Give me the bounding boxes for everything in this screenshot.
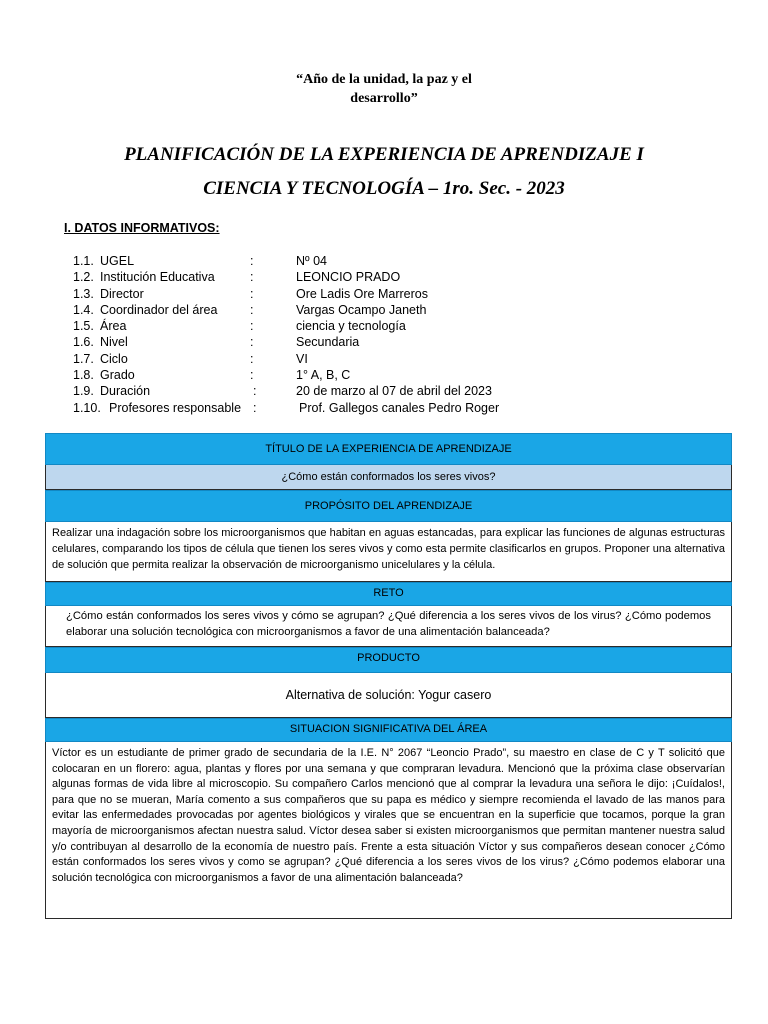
info-value: Prof. Gallegos canales Pedro Roger (299, 400, 500, 415)
info-colon: : (250, 351, 254, 366)
experience-table (45, 433, 732, 919)
info-colon: : (250, 319, 254, 334)
info-value: ciencia y tecnología (296, 319, 406, 334)
document-title: PLANIFICACIÓN DE LA EXPERIENCIA DE APRENDIZAJE I (124, 144, 644, 165)
info-number: 1.1. (73, 254, 94, 268)
info-label: Grado (100, 368, 135, 383)
info-colon: : (250, 270, 254, 285)
section-heading-datos: I. DATOS INFORMATIVOS: (64, 221, 220, 235)
info-value: Nº 04 (296, 254, 327, 268)
reto-header: RETO (45, 582, 732, 606)
info-colon: : (250, 335, 254, 350)
info-label: Institución Educativa (100, 270, 215, 285)
producto-header: PRODUCTO (45, 647, 732, 673)
info-number: 1.8. (73, 368, 94, 383)
reto-text: ¿Cómo están conformados los seres vivos y cómo se agrupan? ¿Qué diferencia a los seres vivos de los virus? ¿Cómo podemos elaborar una solución tecnológica con microorganismos a favor de una alimentación balanceada? (45, 606, 732, 647)
info-label: Coordinador del área (100, 302, 218, 317)
info-number: 1.2. (73, 270, 94, 285)
info-number: 1.6. (73, 335, 94, 350)
info-colon: : (250, 286, 254, 301)
info-value: Ore Ladis Ore Marreros (296, 286, 428, 301)
motto-line-2: desarrollo” (350, 91, 418, 106)
info-colon: : (253, 384, 257, 399)
info-label: Profesores responsable (109, 400, 242, 415)
info-value: Vargas Ocampo Janeth (296, 302, 427, 317)
motto-line-1: “Año de la unidad, la paz y el (296, 72, 472, 87)
info-label: Área (100, 319, 127, 334)
producto-text: Alternativa de solución: Yogur casero (45, 673, 732, 718)
info-colon: : (250, 254, 254, 268)
titulo-header: TÍTULO DE LA EXPERIENCIA DE APRENDIZAJE (45, 433, 732, 465)
info-number: 1.9. (73, 384, 94, 399)
info-label: Director (100, 286, 144, 301)
proposito-header: PROPÓSITO DEL APRENDIZAJE (45, 490, 732, 522)
info-number: 1.4. (73, 302, 94, 317)
info-number: 1.3. (73, 286, 94, 301)
info-number: 1.5. (73, 319, 94, 334)
motto (0, 70, 768, 108)
info-label: Nivel (100, 335, 128, 350)
info-value: 20 de marzo al 07 de abril del 2023 (296, 384, 492, 399)
info-label: UGEL (100, 254, 135, 268)
document-subtitle: CIENCIA Y TECNOLOGÍA – 1ro. Sec. - 2023 (203, 178, 565, 199)
info-value: VI (296, 351, 308, 366)
info-label: Ciclo (100, 351, 128, 366)
info-value: LEONCIO PRADO (296, 270, 401, 285)
info-colon: : (250, 302, 254, 317)
info-colon: : (250, 368, 254, 383)
info-colon: : (253, 400, 257, 415)
info-number: 1.7. (73, 351, 94, 366)
info-value: Secundaria (296, 335, 360, 350)
info-value: 1° A, B, C (296, 368, 351, 383)
info-number: 1.10. (73, 400, 101, 415)
titulo-value: ¿Cómo están conformados los seres vivos? (45, 465, 732, 490)
proposito-text: Realizar una indagación sobre los microorganismos que habitan en aguas estancadas, para explicar las funciones de algunas estructuras celulares, comparando los tipos de célula que tienen los seres vivos y como esta permite clasificarlos en grupos. Proponer una alternativa de solución que permita realizar la observación de microorganismo unicelulares y la célula. (45, 522, 732, 582)
info-label: Duración (100, 384, 151, 399)
situacion-text: Víctor es un estudiante de primer grado de secundaria de la I.E. N° 2067 “Leoncio Prado”, su maestro en clase de C y T solicitó que colocaran en un florero: agua, plantas y flores por una semana y que compraran levadura. Mencionó que la próxima clase observarían algunas formas de vida libre al microscopio. Su compañero Carlos mencionó que al comprar la levadura una señora le dijo: ¡Cuídalos!, para que no se mueran, María comento a sus compañeros que su papa es médico y siempre recomienda el lavado de las manos para evitar las enfermedades provocadas por agentes biológicos y virales que se encuentran en la superficie que tocamos, porque la gran mayoría de microorganismos afectan nuestra salud. Víctor desea saber si existen microorganismos que permitan mantener nuestra salud y/o contribuyan al desarrollo de la economía de nuestro país. Frente a esta situación Víctor y sus compañeros desean conocer ¿Cómo están conformados los seres vivos y como se agrupan? ¿Qué diferencia a los seres vivos de los virus? ¿Cómo podemos elaborar una solución tecnológica con microorganismos a favor de una alimentación balanceada? (45, 742, 732, 919)
situacion-header: SITUACION SIGNIFICATIVA DEL ÁREA (45, 718, 732, 742)
